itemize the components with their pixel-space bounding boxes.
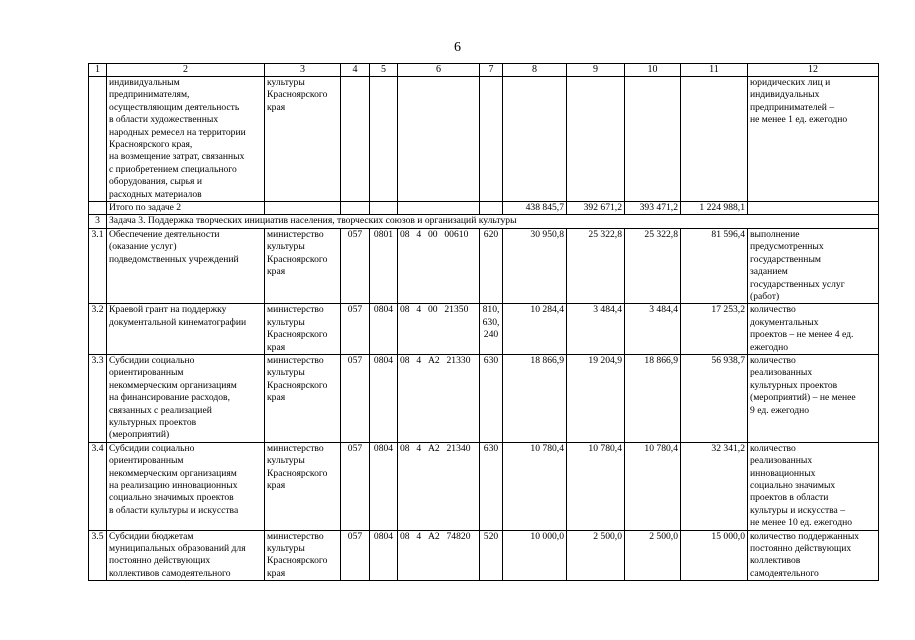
executor: министерство культуры Красноярского края bbox=[265, 354, 341, 442]
task-number: 3 bbox=[89, 215, 107, 228]
grbs-code bbox=[341, 202, 370, 215]
row-number bbox=[89, 202, 107, 215]
measure-name: индивидуальным предпринимателям, осуществляющим деятельность в области художественных народных ремесел на территории Красноярского края, на возмещение затрат, связанных с приобретением специального оборудования, сырья и расходных материалов bbox=[107, 77, 265, 202]
column-number: 10 bbox=[625, 64, 681, 77]
rzpr-code: 0804 bbox=[370, 354, 398, 442]
measure-name: Краевой грант на поддержку документальной кинематографии bbox=[107, 304, 265, 355]
grbs-code: 057 bbox=[341, 354, 370, 442]
amount-year2 bbox=[567, 77, 625, 202]
csr-code: 08 4 А2 74820 bbox=[398, 530, 480, 581]
amount-year2: 19 204,9 bbox=[567, 354, 625, 442]
continuation-row bbox=[89, 77, 879, 202]
column-number: 12 bbox=[748, 64, 879, 77]
rzpr-code: 0804 bbox=[370, 530, 398, 581]
amount-year1: 438 845,7 bbox=[503, 202, 567, 215]
column-number: 11 bbox=[681, 64, 748, 77]
expected-result: количество реализованных инновационных социально значимых проектов в области культуры и искусства – не менее 10 ед. ежегодно bbox=[748, 442, 879, 530]
amount-year3: 3 484,4 bbox=[625, 304, 681, 355]
amount-year1: 30 950,8 bbox=[503, 228, 567, 303]
column-number-row bbox=[89, 64, 879, 77]
amount-total: 81 596,4 bbox=[681, 228, 748, 303]
total-label: Итого по задаче 2 bbox=[107, 202, 265, 215]
table-row bbox=[89, 354, 879, 442]
table-row bbox=[89, 304, 879, 355]
table-row bbox=[89, 530, 879, 581]
amount-year2: 25 322,8 bbox=[567, 228, 625, 303]
table-row bbox=[89, 442, 879, 530]
row-number: 3.2 bbox=[89, 304, 107, 355]
amount-year3: 25 322,8 bbox=[625, 228, 681, 303]
row-number: 3.1 bbox=[89, 228, 107, 303]
executor: министерство культуры Красноярского края bbox=[265, 442, 341, 530]
amount-year3: 10 780,4 bbox=[625, 442, 681, 530]
total-row bbox=[89, 202, 879, 215]
csr-code: 08 4 А2 21340 bbox=[398, 442, 480, 530]
amount-year3: 18 866,9 bbox=[625, 354, 681, 442]
rzpr-code: 0804 bbox=[370, 442, 398, 530]
expected-result: количество документальных проектов – не менее 4 ед. ежегодно bbox=[748, 304, 879, 355]
amount-year2: 392 671,2 bbox=[567, 202, 625, 215]
measure-name: Субсидии социально ориентированным некоммерческим организациям на реализацию инновационных социально значимых проектов в области культуры и искусства bbox=[107, 442, 265, 530]
amount-year1 bbox=[503, 77, 567, 202]
task-header-row bbox=[89, 215, 879, 228]
grbs-code: 057 bbox=[341, 228, 370, 303]
expected-result bbox=[748, 202, 879, 215]
expected-result: количество реализованных культурных проектов (мероприятий) – не менее 9 ед. ежегодно bbox=[748, 354, 879, 442]
executor: культуры Красноярского края bbox=[265, 77, 341, 202]
amount-year2: 10 780,4 bbox=[567, 442, 625, 530]
page-number: 6 bbox=[454, 40, 461, 55]
executor: министерство культуры Красноярского края bbox=[265, 530, 341, 581]
amount-year1: 10 780,4 bbox=[503, 442, 567, 530]
column-number: 2 bbox=[107, 64, 265, 77]
amount-year1: 10 284,4 bbox=[503, 304, 567, 355]
rzpr-code: 0804 bbox=[370, 304, 398, 355]
csr-code bbox=[398, 77, 480, 202]
amount-year2: 3 484,4 bbox=[567, 304, 625, 355]
amount-year1: 18 866,9 bbox=[503, 354, 567, 442]
rzpr-code bbox=[370, 77, 398, 202]
column-number: 5 bbox=[370, 64, 398, 77]
grbs-code bbox=[341, 77, 370, 202]
column-number: 1 bbox=[89, 64, 107, 77]
measure-name: Обеспечение деятельности (оказание услуг) подведомственных учреждений bbox=[107, 228, 265, 303]
expected-result: количество поддержанных постоянно действующих коллективов самодеятельного bbox=[748, 530, 879, 581]
amount-total bbox=[681, 77, 748, 202]
table-row bbox=[89, 228, 879, 303]
amount-total: 17 253,2 bbox=[681, 304, 748, 355]
column-number: 6 bbox=[398, 64, 480, 77]
vr-code: 810, 630, 240 bbox=[480, 304, 503, 355]
amount-year2: 2 500,0 bbox=[567, 530, 625, 581]
expected-result: выполнение предусмотренных государственным заданием государственных услуг (работ) bbox=[748, 228, 879, 303]
amount-total: 15 000,0 bbox=[681, 530, 748, 581]
amount-total: 56 938,7 bbox=[681, 354, 748, 442]
vr-code: 630 bbox=[480, 442, 503, 530]
executor: министерство культуры Красноярского края bbox=[265, 304, 341, 355]
row-number: 3.3 bbox=[89, 354, 107, 442]
row-number: 3.4 bbox=[89, 442, 107, 530]
rzpr-code bbox=[370, 202, 398, 215]
task-title: Задача 3. Поддержка творческих инициатив населения, творческих союзов и организаций культуры bbox=[107, 215, 879, 228]
vr-code bbox=[480, 202, 503, 215]
csr-code: 08 4 00 00610 bbox=[398, 228, 480, 303]
row-number: 3.5 bbox=[89, 530, 107, 581]
column-number: 7 bbox=[480, 64, 503, 77]
amount-year3 bbox=[625, 77, 681, 202]
program-table bbox=[88, 63, 879, 581]
row-number bbox=[89, 77, 107, 202]
column-number: 4 bbox=[341, 64, 370, 77]
amount-total: 1 224 988,1 bbox=[681, 202, 748, 215]
column-number: 8 bbox=[503, 64, 567, 77]
rzpr-code: 0801 bbox=[370, 228, 398, 303]
expected-result: юридических лиц и индивидуальных предпринимателей – не менее 1 ед. ежегодно bbox=[748, 77, 879, 202]
measure-name: Субсидии социально ориентированным некоммерческим организациям на финансирование расходов, связанных с реализацией культурных проектов (мероприятий) bbox=[107, 354, 265, 442]
grbs-code: 057 bbox=[341, 530, 370, 581]
vr-code: 620 bbox=[480, 228, 503, 303]
executor bbox=[265, 202, 341, 215]
column-number: 9 bbox=[567, 64, 625, 77]
amount-year1: 10 000,0 bbox=[503, 530, 567, 581]
amount-year3: 393 471,2 bbox=[625, 202, 681, 215]
csr-code: 08 4 А2 21330 bbox=[398, 354, 480, 442]
amount-total: 32 341,2 bbox=[681, 442, 748, 530]
vr-code bbox=[480, 77, 503, 202]
grbs-code: 057 bbox=[341, 304, 370, 355]
vr-code: 630 bbox=[480, 354, 503, 442]
measure-name: Субсидии бюджетам муниципальных образований для постоянно действующих коллективов самодеятельного bbox=[107, 530, 265, 581]
executor: министерство культуры Красноярского края bbox=[265, 228, 341, 303]
amount-year3: 2 500,0 bbox=[625, 530, 681, 581]
csr-code: 08 4 00 21350 bbox=[398, 304, 480, 355]
csr-code bbox=[398, 202, 480, 215]
column-number: 3 bbox=[265, 64, 341, 77]
vr-code: 520 bbox=[480, 530, 503, 581]
grbs-code: 057 bbox=[341, 442, 370, 530]
